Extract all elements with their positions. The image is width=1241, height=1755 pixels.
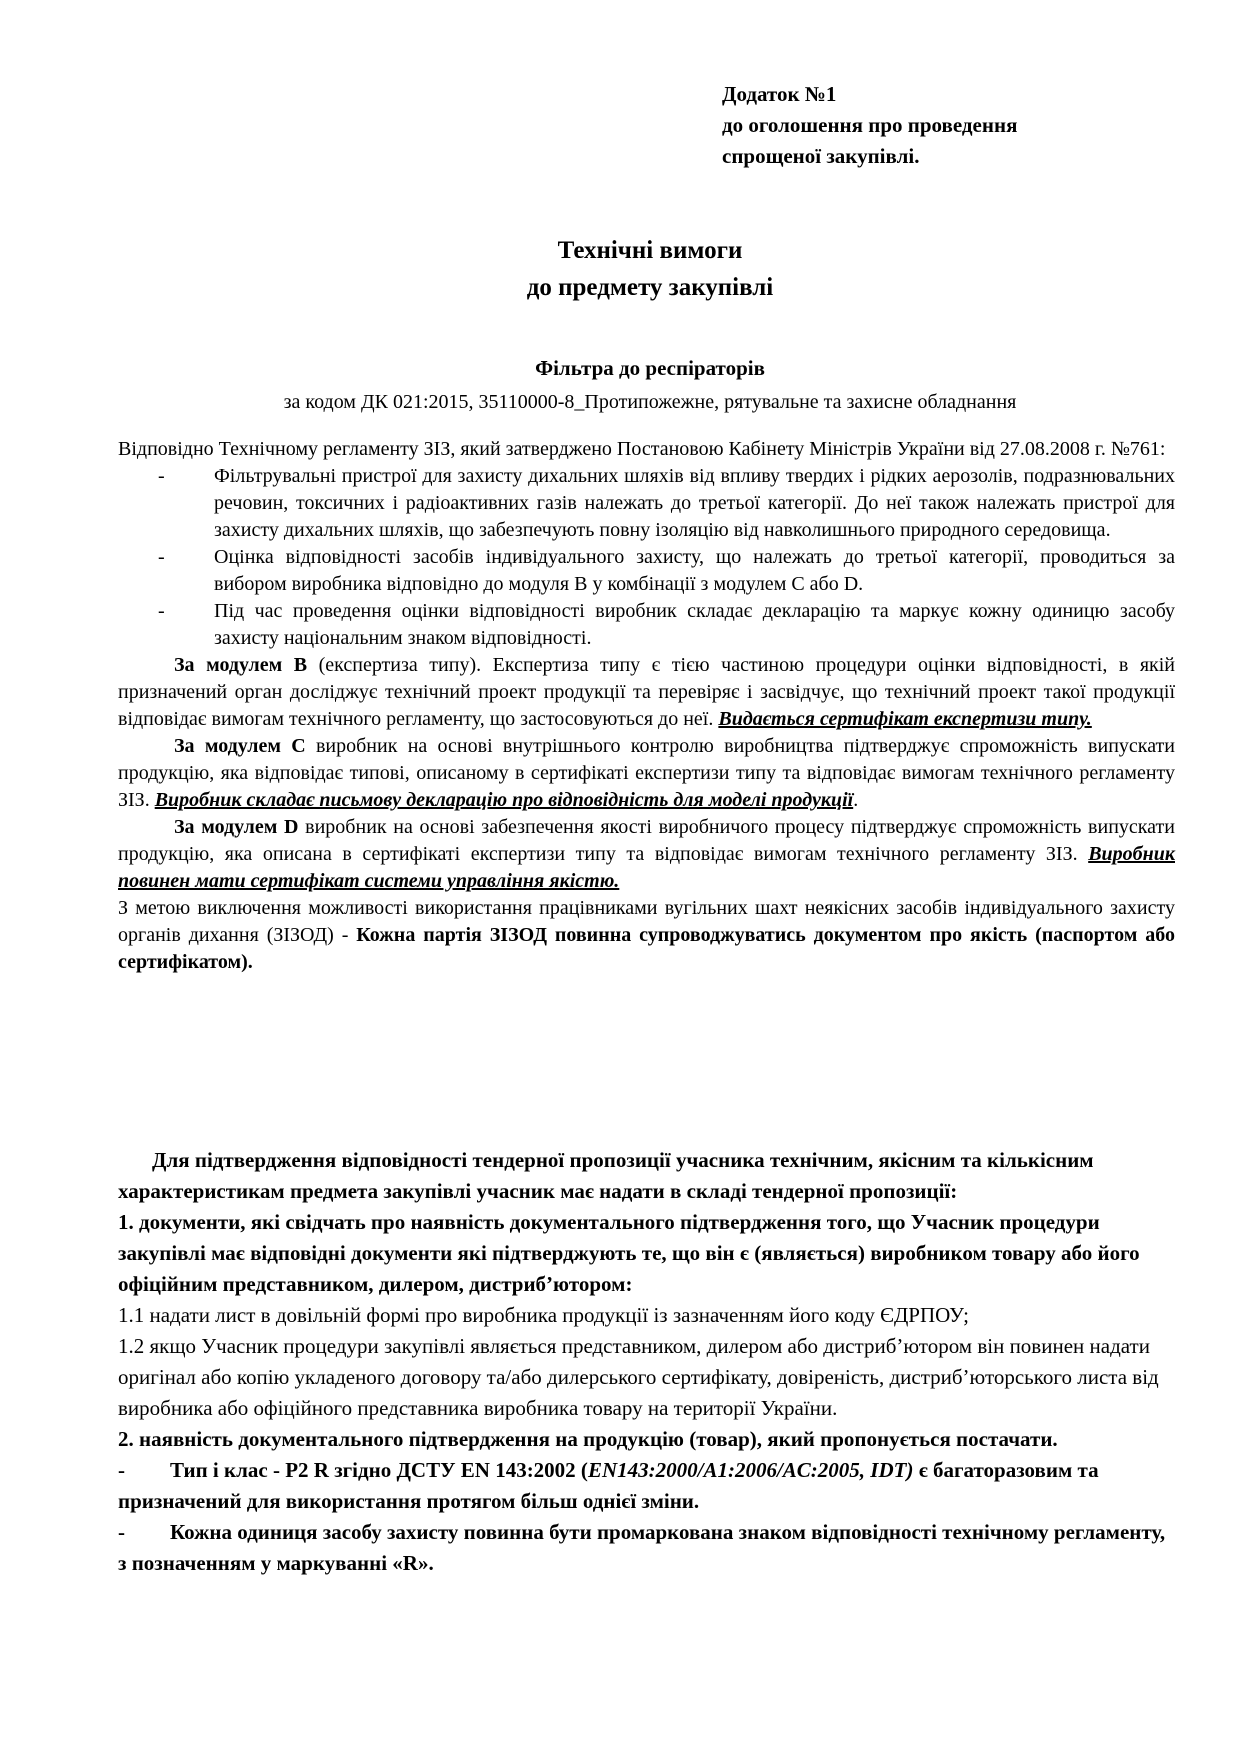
module-d-label: За модулем D	[174, 816, 299, 838]
purpose-paragraph	[118, 895, 1175, 976]
type-class-paragraph	[118, 1455, 1178, 1517]
module-d-emphasis: Виробник повинен мати сертифікат системи управління якістю.	[118, 843, 1175, 892]
type-class-standard: EN143:2000/A1:2006/AC:2005, IDT)	[587, 1458, 914, 1482]
module-c-emphasis: Виробник складає письмову декларацію про відповідність для моделі продукції	[154, 789, 854, 811]
document-title	[0, 232, 1241, 306]
subject-code: за кодом ДК 021:2015, 35110000-8_Протипожежне, рятувальне та захисне обладнання	[283, 391, 1017, 413]
title-line-2: до предмету закупівлі	[526, 274, 774, 301]
requirements-section	[118, 1145, 1178, 1579]
annex-block	[722, 79, 1202, 172]
requirement-item-1-2: 1.2 якщо Учасник процедури закупівлі являється представником, дилером або дистриб’ютором він повинен надати оригінал або копію укладеного договору та/або дилерського сертифікату, довіреність, дистриб’юторського листа від виробника або офіційного представника виробника товару на території України.	[118, 1334, 1159, 1420]
requirements-heading: Для підтвердження відповідності тендерної пропозиції учасника технічним, якісним та кількісним характеристикам предмета закупівлі учасник має надати в складі тендерної пропозиції:	[118, 1148, 1094, 1203]
module-b-emphasis: Видається сертифікат експертизи типу.	[718, 708, 1092, 730]
subject-name: Фільтра до респіраторів	[535, 356, 765, 380]
list-item: - Фільтрувальні пристрої для захисту дихальних шляхів від впливу твердих і рідких аерозолів, подразнювальних речовин, токсичних і радіоактивних газів належать до третьої категорії. До неї також належать пристрої для захисту дихальних шляхів, що забезпечують повну ізоляцію від навколишнього природного середовища.	[214, 463, 1175, 544]
module-b-paragraph	[118, 652, 1175, 733]
module-c-label: За модулем C	[174, 735, 306, 757]
annex-line-3: спрощеної закупівлі.	[722, 144, 920, 168]
module-c-text: виробник на основі внутрішнього контролю виробництва підтверджує спроможність випускати продукцію, яка відповідає типові, описаному в сертифікаті експертизи типу та відповідає вимогам технічного регламенту ЗІЗ.	[118, 735, 1175, 811]
module-b-text: (експертиза типу). Експертиза типу є тією частиною процедури оцінки відповідності, в якій призначений орган досліджує технічний проект продукції та перевіряє і засвідчує, що технічний проект такої продукції відповідає вимогам технічного регламенту, що застосовуються до неї.	[118, 654, 1175, 730]
module-d-text: виробник на основі забезпечення якості виробничого процесу підтверджує спроможність випускати продукцію, яка описана в сертифікаті експертизи типу та відповідає вимогам технічного регламенту ЗІЗ.	[118, 816, 1175, 865]
purpose-text: З метою виключення можливості використання працівниками вугільних шахт неякісних засобів індивідуального захисту органів дихання (ЗІЗОД) -	[118, 897, 1175, 946]
type-class-post: є багаторазовим та призначений для використання протягом більш однієї зміни.	[118, 1458, 1099, 1513]
annex-line-2: до оголошення про проведення	[722, 113, 1018, 137]
requirement-item-1: 1. документи, які свідчать про наявність документального підтвердження того, що Учасник процедури закупівлі має відповідні документи які підтверджують те, що він є (являється) виробником товару або його офіційним представником, дилером, дистриб’ютором:	[118, 1210, 1140, 1296]
list-item: - Оцінка відповідності засобів індивідуального захисту, що належать до третьої категорії, проводиться за вибором виробника відповідно до модуля B у комбінації з модулем C або D.	[214, 544, 1175, 598]
annex-number: Додаток №1	[722, 82, 837, 106]
type-class-pre: Тип і клас - P2 R згідно ДСТУ EN 143:2002 (	[170, 1458, 588, 1482]
title-line-1: Технічні вимоги	[557, 237, 743, 264]
main-text	[118, 436, 1175, 976]
dash-marker: -	[118, 1520, 125, 1544]
marking-text: Кожна одиниця засобу захисту повинна бути промаркована знаком відповідності технічному регламенту, з позначенням у маркуванні «R».	[118, 1520, 1166, 1575]
intro-paragraph: Відповідно Технічному регламенту ЗІЗ, який затверджено Постановою Кабінету Міністрів України від 27.08.2008 г. №761:	[118, 438, 1166, 460]
requirement-item-1-1: 1.1 надати лист в довільній формі про виробника продукції із зазначенням його коду ЄДРПОУ;	[118, 1303, 970, 1327]
list-item: - Під час проведення оцінки відповідності виробник складає декларацію та маркує кожну одиницю засобу захисту національним знаком відповідності.	[214, 598, 1175, 652]
requirement-item-2: 2. наявність документального підтвердження на продукцію (товар), який пропонується постачати.	[118, 1427, 1058, 1451]
module-c-paragraph	[118, 733, 1175, 814]
module-d-paragraph	[118, 814, 1175, 895]
dash-marker: -	[118, 1458, 125, 1482]
regulation-list	[118, 463, 1175, 652]
purpose-bold: Кожна партія ЗІЗОД повинна супроводжуватись документом про якість (паспортом або сертифікатом).	[118, 924, 1175, 973]
module-c-tail: .	[853, 789, 859, 811]
module-b-label: За модулем B	[174, 654, 308, 676]
marking-paragraph	[118, 1517, 1178, 1579]
